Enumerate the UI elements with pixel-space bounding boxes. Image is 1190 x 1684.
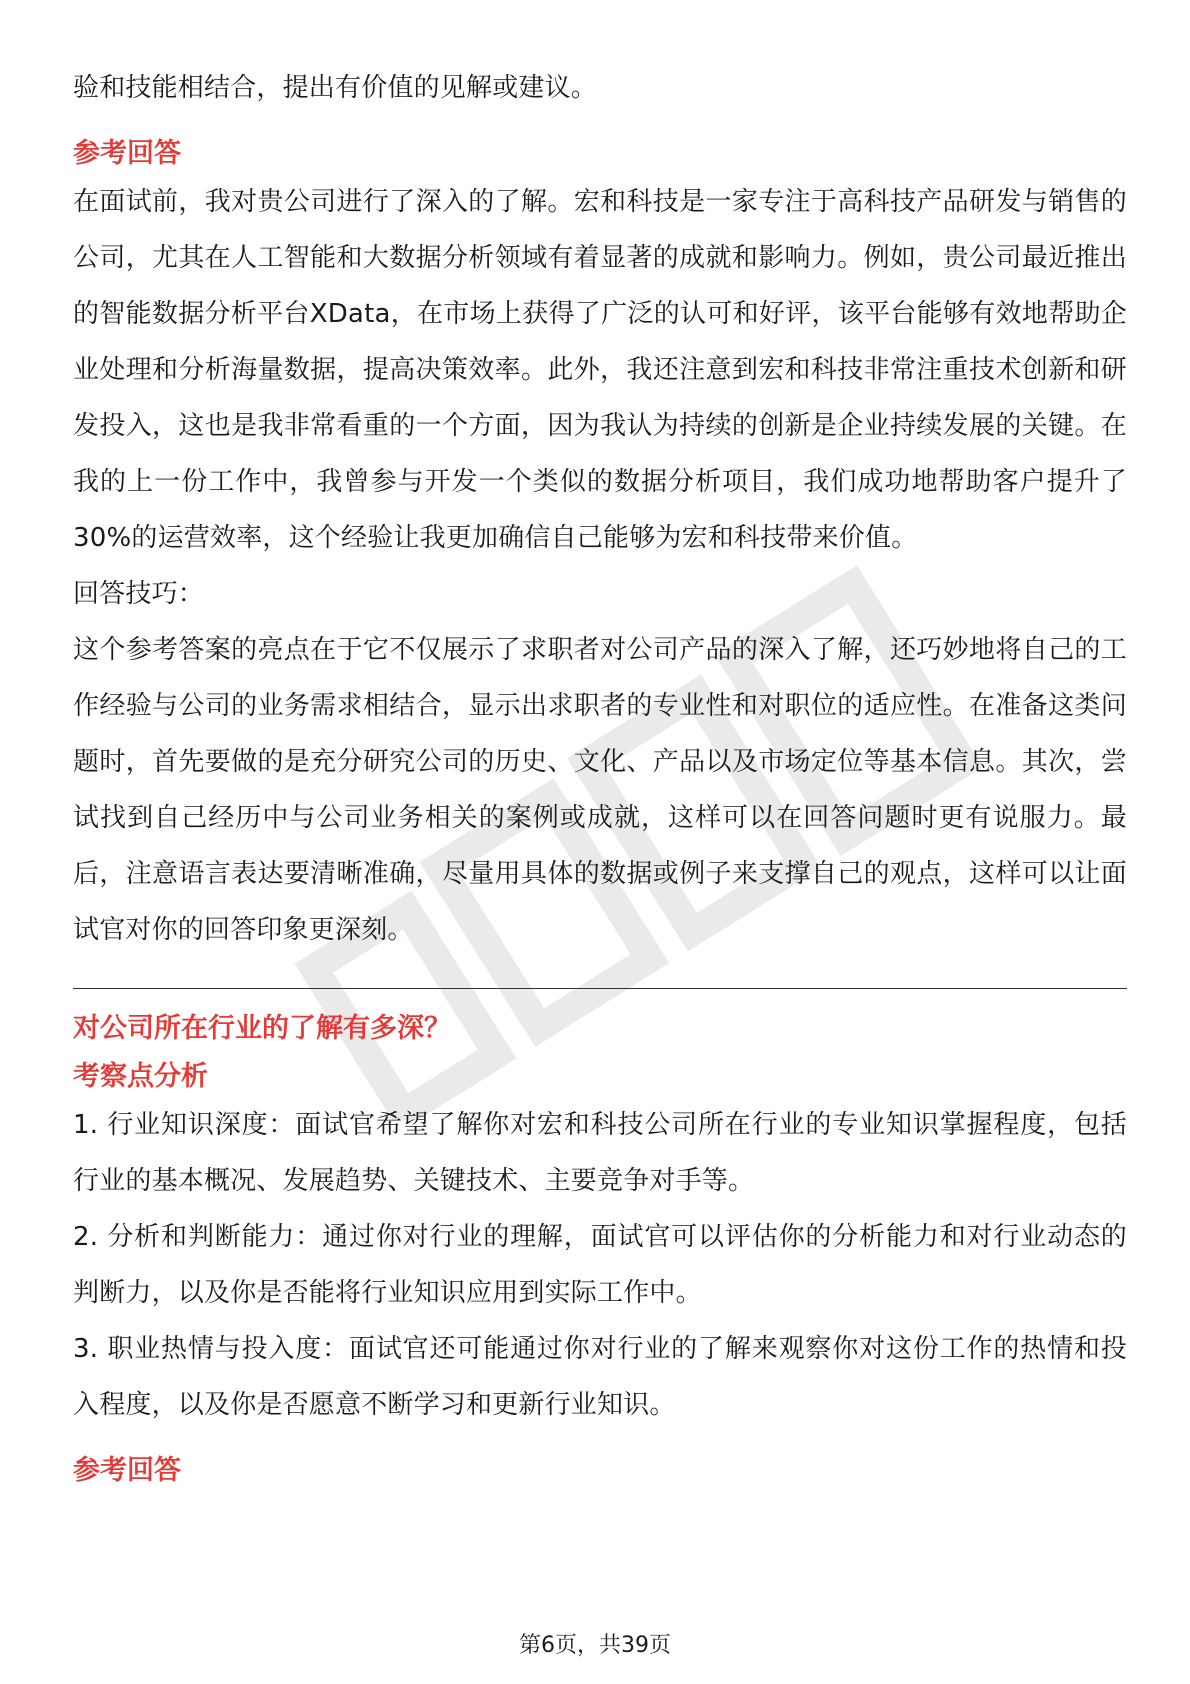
reference-answer-text: 在面试前，我对贵公司进行了深入的了解。宏和科技是一家专注于高科技产品研发与销售的公司，尤其在人工智能和大数据分析领域有着显著的成就和影响力。例如，贵公司最近推出的智能数据分析平台XData，在市场上获得了广泛的认可和好评，该平台能够有效地帮助企业处理和分析海量数据，提高决策效率。此外，我还注意到宏和科技非常注重技术创新和研发投入，这也是我非常看重的一个方面，因为我认为持续的创新是企业持续发展的关键。在我的上一份工作中，我曾参与开发一个类似的数据分析项目，我们成功地帮助客户提升了30%的运营效率，这个经验让我更加确信自己能够为宏和科技带来价值。 [73, 187, 1127, 553]
reference-answer-heading-2: 参考回答 [73, 1455, 181, 1486]
analysis-point-1: 1. 行业知识深度：面试官希望了解你对宏和科技公司所在行业的专业知识掌握程度，包括行业的基本概况、发展趋势、关键技术、主要竞争对手等。 [73, 1110, 1127, 1196]
question-heading: 对公司所在行业的了解有多深？ [73, 1013, 451, 1044]
analysis-point-3: 3. 职业热情与投入度：面试官还可能通过你对行业的了解来观察你对这份工作的热情和投入程度，以及你是否愿意不断学习和更新行业知识。 [73, 1334, 1127, 1420]
answer-tips-text: 这个参考答案的亮点在于它不仅展示了求职者对公司产品的深入了解，还巧妙地将自己的工作经验与公司的业务需求相结合，显示出求职者的专业性和对职位的适应性。在准备这类问题时，首先要做的是充分研究公司的历史、文化、产品以及市场定位等基本信息。其次，尝试找到自己经历中与公司业务相关的案例或成就，这样可以在回答问题时更有说服力。最后，注意语言表达要清晰准确，尽量用具体的数据或例子来支撑自己的观点，这样可以让面试官对你的回答印象更深刻。 [73, 635, 1127, 945]
reference-answer-heading: 参考回答 [73, 138, 181, 169]
section-divider [73, 988, 1127, 989]
page-number: 第6页，共39页 [519, 1633, 671, 1658]
answer-tips-label: 回答技巧： [73, 579, 205, 609]
analysis-point-2: 2. 分析和判断能力：通过你对行业的理解，面试官可以评估你的分析能力和对行业动态的判断力，以及你是否能将行业知识应用到实际工作中。 [73, 1222, 1127, 1308]
page-content [73, 60, 1127, 1491]
analysis-heading: 考察点分析 [73, 1061, 208, 1092]
intro-tail-text: 验和技能相结合，提出有价值的见解或建议。 [73, 73, 598, 103]
